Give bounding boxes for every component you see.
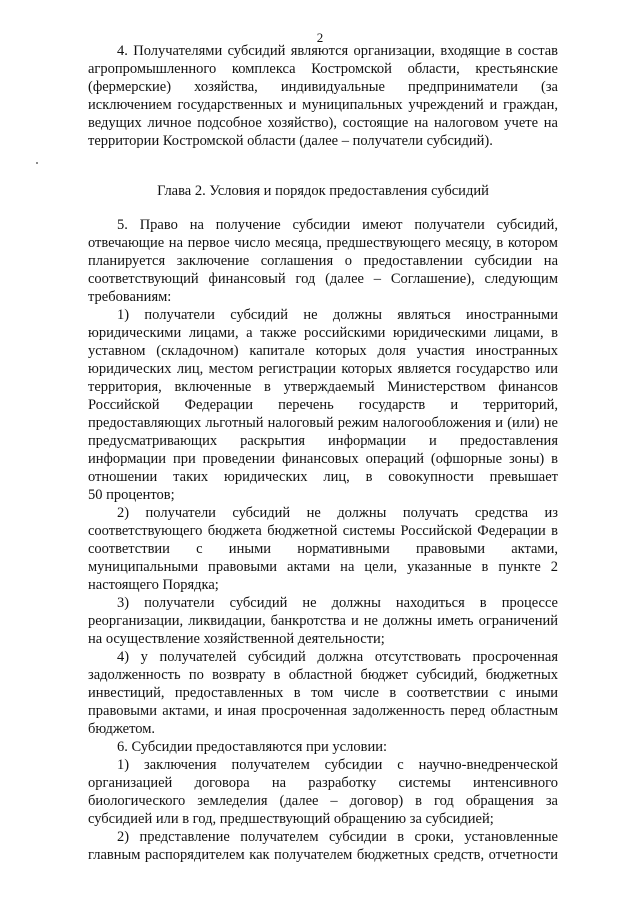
text-line: планируется заключение соглашения о предоставлении субсидии на [88,253,558,269]
text-line: требованиям: [88,289,172,305]
text-line: настоящего Порядка; [88,577,219,593]
text-line: ведущих личное подсобное хозяйство), состоящие на налоговом учете на [88,115,558,131]
text-line: биологического земледелия (далее – договор) в год обращения за [88,793,558,809]
text-line: 2) получатели субсидий не должны получать средства из [117,505,558,521]
text-line: предусматривающих раскрытия информации и предоставления [88,433,558,449]
text-line: 6. Субсидии предоставляются при условии: [117,739,387,755]
text-line: 4. Получателями субсидий являются организации, входящие в состав [117,43,558,59]
text-line: территория, включенные в утверждаемый Министерством финансов [88,379,558,395]
text-line: правовыми актами, и иная просроченная задолженность перед областным [88,703,558,719]
text-line: юридических лиц, местом регистрации которых является государство или [88,361,558,377]
text-line: отношении таких юридических лиц, в совокупности превышает [88,469,558,485]
text-line: (фермерские) хозяйства, индивидуальные предприниматели (за [88,79,558,95]
text-line: предоставляющих льготный налоговый режим налогообложения и (или) не [88,415,558,431]
text-line: уставном (складочном) капитале которых доля участия иностранных [88,343,558,359]
text-line: 5. Право на получение субсидии имеют получатели субсидий, [117,217,558,233]
text-line: исключением государственных и муниципальных учреждений и граждан, [88,97,558,113]
text-line: на осуществление хозяйственной деятельности; [88,631,385,647]
text-line: юридическими лицами, а также российскими юридическими лицами, в [88,325,558,341]
text-line: 1) заключения получателем субсидии с научно-внедренческой [117,757,558,773]
text-line: соответствующего бюджета бюджетной системы Российской Федерации в [88,523,558,539]
text-line: 50 процентов; [88,487,175,503]
text-line: агропромышленного комплекса Костромской области, крестьянские [88,61,558,77]
text-line: главным распорядителем как получателем бюджетных средств, отчетности [88,847,558,863]
text-line: 3) получатели субсидий не должны находиться в процессе [117,595,558,611]
text-line: соответствии с иными нормативными правовыми актами, [88,541,558,557]
text-line: субсидией или в год, предшествующий обращению за субсидией; [88,811,494,827]
text-line: бюджетом. [88,721,156,737]
text-line: Российской Федерации перечень государств и территорий, [88,397,558,413]
text-line: информации при проведении финансовых операций (офшорные зоны) в [88,451,558,467]
text-line: реорганизации, ликвидации, банкротства и не должны иметь ограничений [88,613,558,629]
text-line: инвестиций, предоставленных в том числе в соответствии с иными [88,685,558,701]
text-line: отвечающие на первое число месяца, предшествующего месяцу, в котором [88,235,558,251]
text-line: муниципальными правовыми актами на цели, указанные в пункте 2 [88,559,558,575]
chapter-heading: Глава 2. Условия и порядок предоставления субсидий [157,183,489,199]
text-line: территории Костромской области (далее – получатели субсидий). [88,133,493,149]
text-line: соответствующий финансовый год (далее – Соглашение), следующим [88,271,558,287]
text-line: 2) представление получателем субсидии в сроки, установленные [117,829,558,845]
text-line: задолженность по возврату в областной бюджет субсидий, бюджетных [88,667,558,683]
text-line: 1) получатели субсидий не должны являться иностранными [117,307,558,323]
page-number: 2 [316,30,324,45]
text-line: организацией договора на разработку системы интенсивного [88,775,558,791]
scan-speck [36,162,38,164]
text-line: 4) у получателей субсидий должна отсутствовать просроченная [117,649,558,665]
